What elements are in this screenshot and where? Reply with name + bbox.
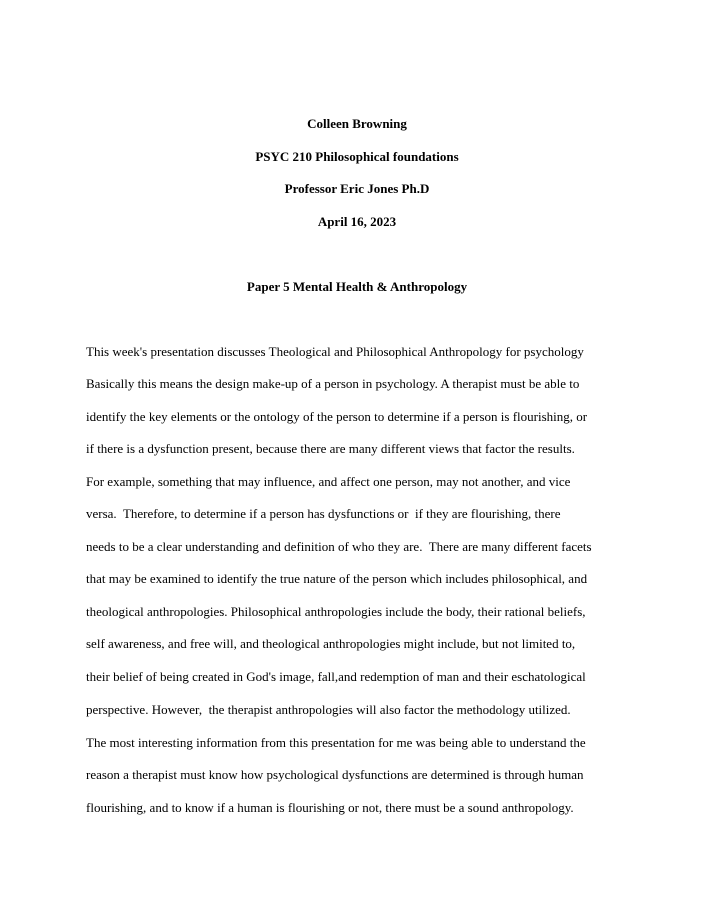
professor-name: Professor Eric Jones Ph.D <box>284 181 430 196</box>
body-line: flourishing, and to know if a human is flourishing or not, there must be a sound anthropology. <box>86 800 574 815</box>
author-name: Colleen Browning <box>307 116 407 131</box>
body-line: Basically this means the design make-up of a person in psychology. A therapist must be able to <box>86 376 580 391</box>
body-line: that may be examined to identify the true nature of the person which includes philosophical, and <box>86 571 588 586</box>
body-line: identify the key elements or the ontology of the person to determine if a person is flourishing, or <box>86 409 588 424</box>
body-line: perspective. However, the therapist anthropologies will also factor the methodology utilized. <box>86 702 571 717</box>
body-line: reason a therapist must know how psychological dysfunctions are determined is through human <box>86 767 584 782</box>
body-line: if there is a dysfunction present, because there are many different views that factor the results. <box>86 441 575 456</box>
paper-title: Paper 5 Mental Health & Anthropology <box>246 279 468 294</box>
paper-date: April 16, 2023 <box>317 214 397 229</box>
body-line: their belief of being created in God's image, fall,and redemption of man and their eschatological <box>86 669 586 684</box>
body-line: For example, something that may influence, and affect one person, may not another, and vice <box>86 474 571 489</box>
body-line: This week's presentation discusses Theological and Philosophical Anthropology for psychology <box>86 344 584 359</box>
body-line: versa. Therefore, to determine if a person has dysfunctions or if they are flourishing, there <box>86 506 561 521</box>
body-line: self awareness, and free will, and theological anthropologies might include, but not limited to, <box>86 636 576 651</box>
body-line: theological anthropologies. Philosophical anthropologies include the body, their rational beliefs, <box>86 604 586 619</box>
body-line: needs to be a clear understanding and definition of who they are. There are many different facets <box>86 539 592 554</box>
body-line: The most interesting information from this presentation for me was being able to understand the <box>86 735 586 750</box>
course-name: PSYC 210 Philosophical foundations <box>255 149 459 164</box>
